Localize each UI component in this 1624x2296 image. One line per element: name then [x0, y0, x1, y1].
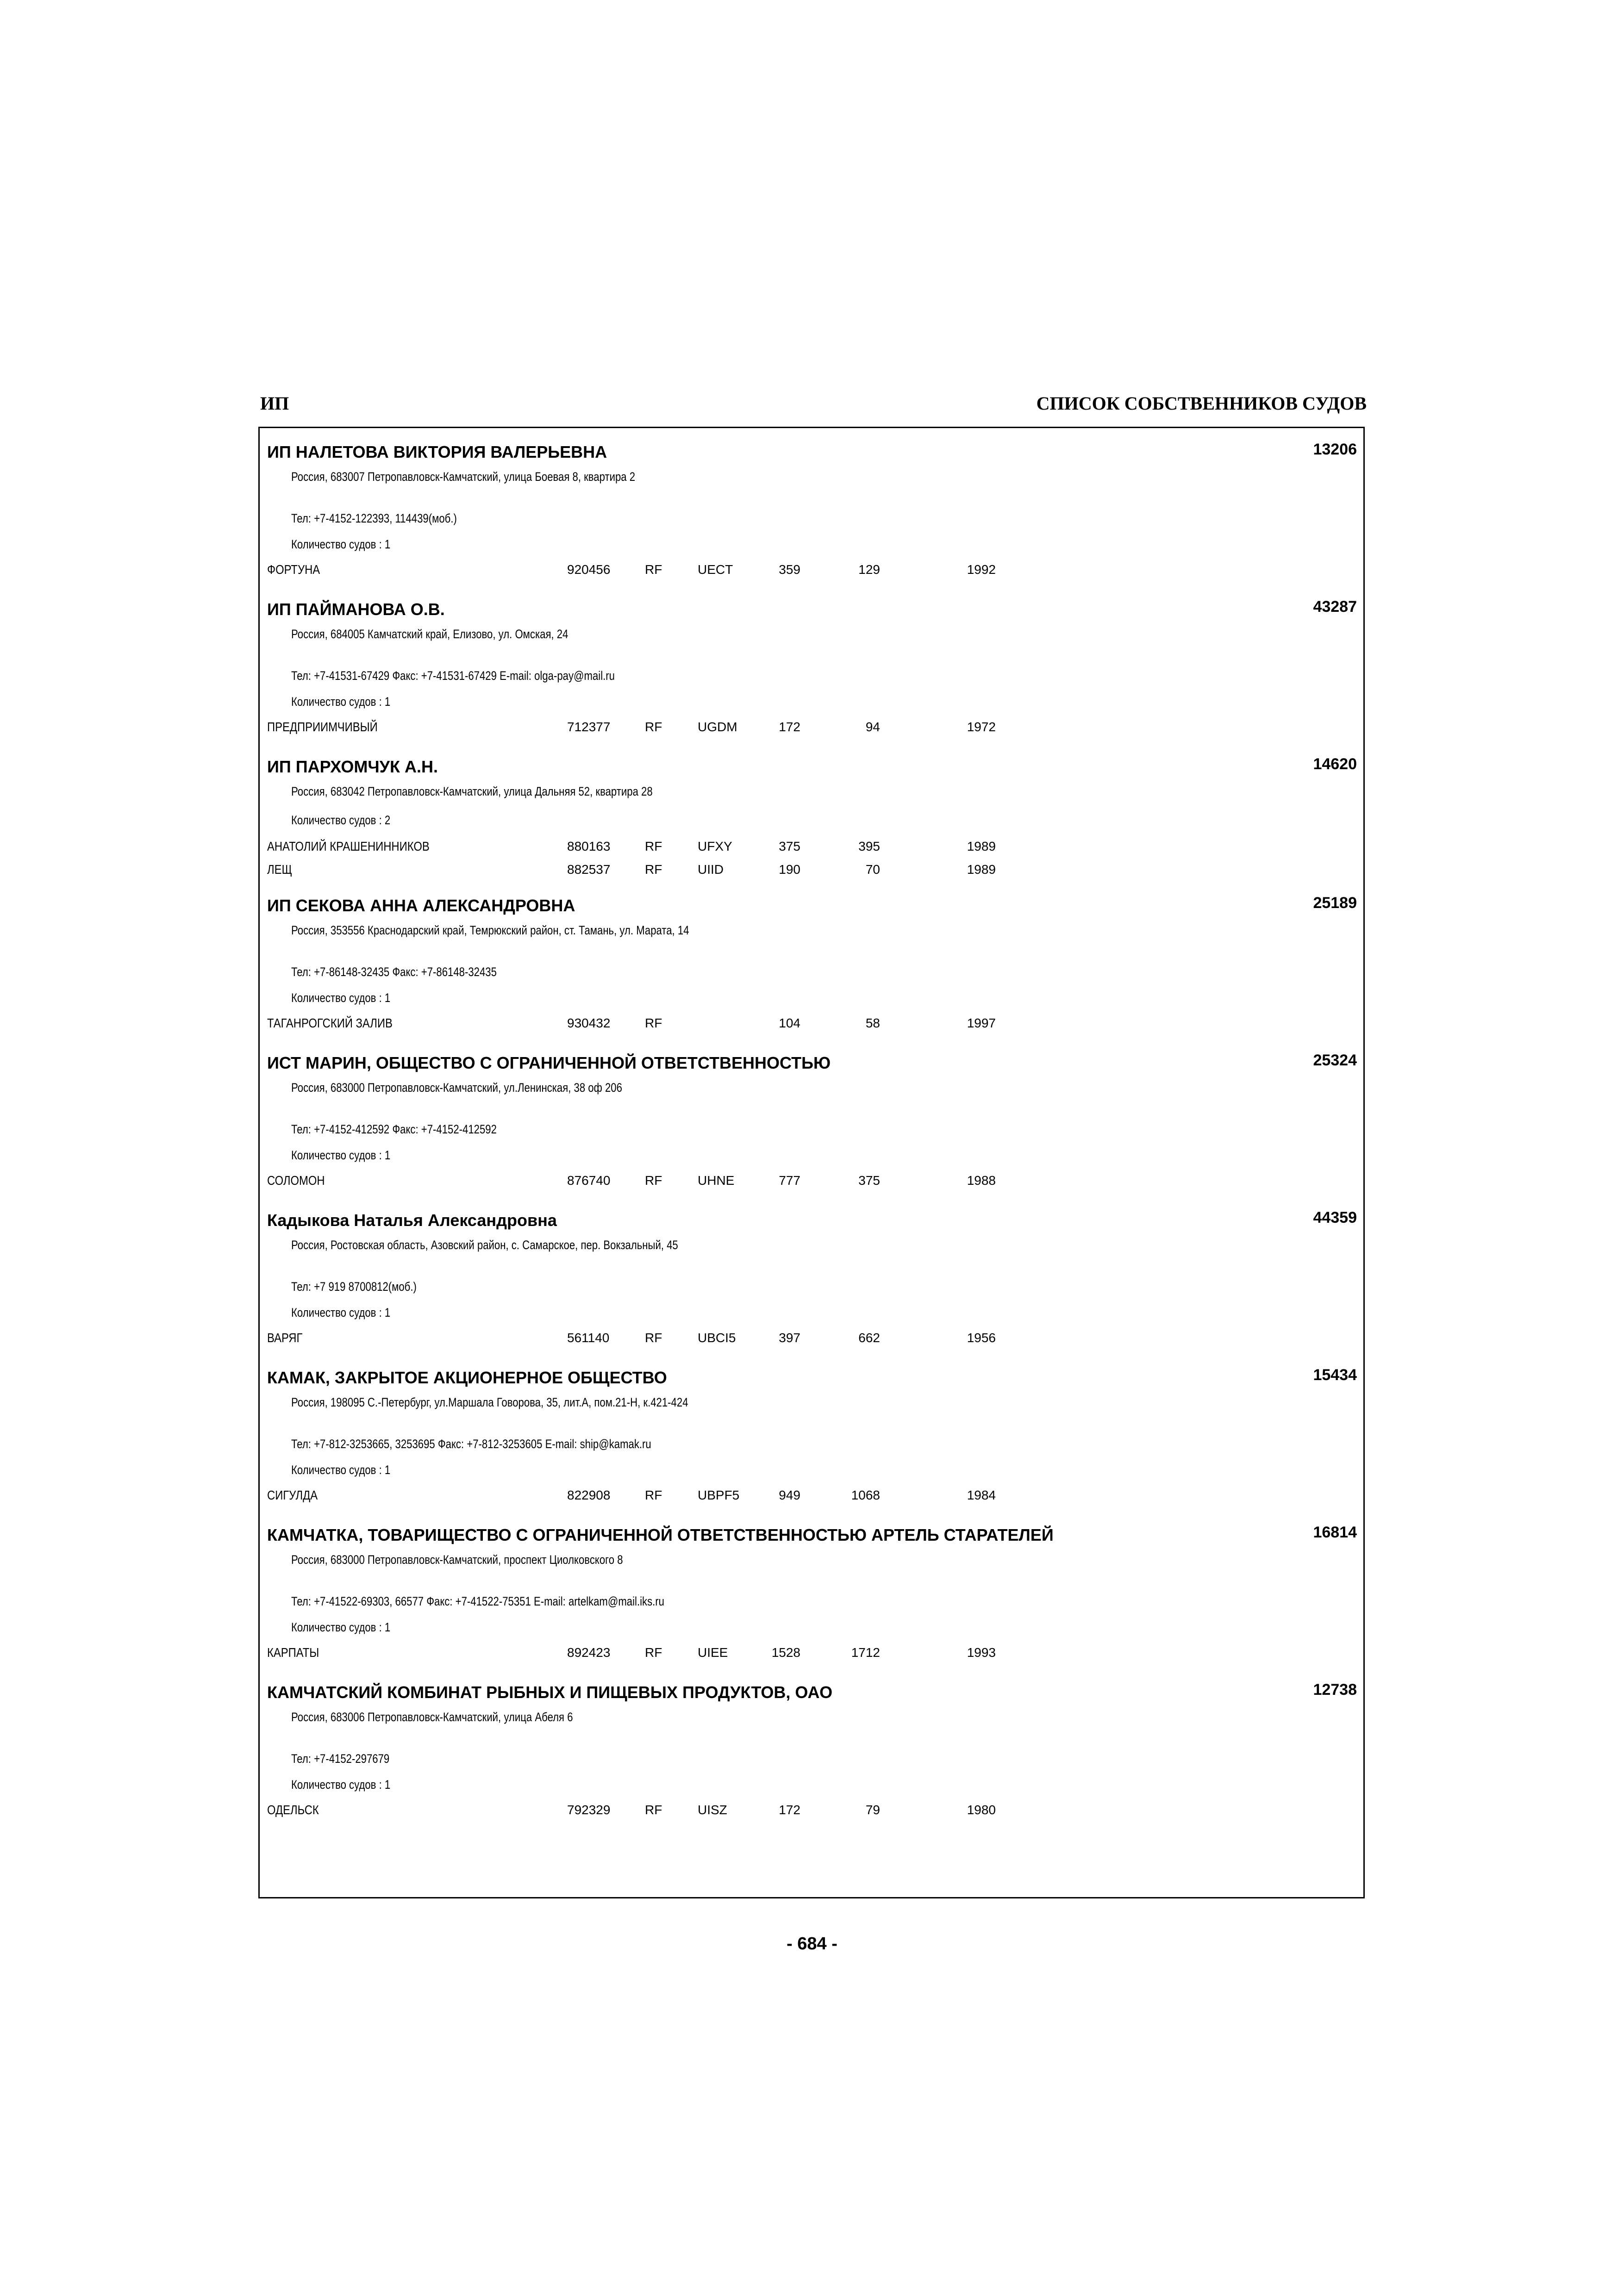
vessel-year: 1980 — [967, 1803, 996, 1817]
vessel-name: КАРПАТЫ — [267, 1645, 319, 1660]
vessel-row — [260, 838, 1363, 855]
owner-contacts: Тел: +7 919 8700812(моб.) — [291, 1280, 417, 1294]
owner-name: ИП ПАРХОМЧУК А.Н. — [267, 757, 438, 776]
owner-contacts: Тел: +7-41531-67429 Факс: +7-41531-67429 E-mail: olga-pay@mail.ru — [291, 669, 615, 683]
owner-address: Россия, 684005 Камчатский край, Елизово, ул. Омская, 24 — [291, 627, 568, 641]
vessel-number: 920456 — [567, 562, 611, 577]
vessel-year: 1989 — [967, 862, 996, 877]
vessel-row — [260, 1015, 1363, 1032]
owner-contacts: Тел: +7-4152-297679 — [291, 1752, 390, 1766]
owner-id: 13206 — [1313, 441, 1357, 458]
vessel-gross-tonnage: 777 — [779, 1173, 800, 1188]
vessel-number: 882537 — [567, 862, 611, 877]
vessel-callsign: UGDM — [698, 720, 737, 734]
vessel-count: Количество судов : 2 — [291, 813, 391, 827]
vessel-number: 930432 — [567, 1016, 611, 1030]
vessel-row — [260, 561, 1363, 578]
vessel-flag: RF — [645, 1488, 662, 1502]
owner-contacts: Тел: +7-86148-32435 Факс: +7-86148-32435 — [291, 965, 497, 979]
vessel-callsign: UISZ — [698, 1803, 727, 1817]
vessel-gross-tonnage: 172 — [779, 1803, 800, 1817]
vessel-number: 561140 — [567, 1331, 610, 1345]
vessel-row — [260, 719, 1363, 735]
owner-id: 14620 — [1313, 755, 1357, 773]
vessel-flag: RF — [645, 862, 662, 877]
vessel-net-tonnage: 58 — [865, 1016, 880, 1030]
vessel-gross-tonnage: 949 — [779, 1488, 800, 1502]
vessel-number: 876740 — [567, 1173, 611, 1188]
owner-name: КАМЧАТКА, ТОВАРИЩЕСТВО С ОГРАНИЧЕННОЙ ОТВЕТСТВЕННОСТЬЮ АРТЕЛЬ СТАРАТЕЛЕЙ — [267, 1525, 1054, 1544]
vessel-flag: RF — [645, 562, 662, 577]
owner-contacts: Тел: +7-4152-122393, 114439(моб.) — [291, 511, 457, 525]
vessel-gross-tonnage: 375 — [779, 839, 800, 853]
owner-id: 43287 — [1313, 598, 1357, 616]
owner-contacts: Тел: +7-41522-69303, 66577 Факс: +7-41522-75351 E-mail: artelkam@mail.iks.ru — [291, 1594, 664, 1608]
owner-name: ИП НАЛЕТОВА ВИКТОРИЯ ВАЛЕРЬЕВНА — [267, 442, 607, 461]
vessel-net-tonnage: 1712 — [851, 1645, 880, 1660]
vessel-row — [260, 1330, 1363, 1346]
owner-name: КАМАК, ЗАКРЫТОЕ АКЦИОНЕРНОЕ ОБЩЕСТВО — [267, 1368, 667, 1387]
vessel-gross-tonnage: 190 — [779, 862, 800, 877]
vessel-year: 1992 — [967, 562, 996, 577]
vessel-name: СОЛОМОН — [267, 1173, 325, 1188]
owner-id: 15434 — [1313, 1366, 1357, 1384]
owner-id: 25189 — [1313, 894, 1357, 912]
vessel-number: 792329 — [567, 1803, 611, 1817]
vessel-gross-tonnage: 397 — [779, 1331, 800, 1345]
vessel-row — [260, 1487, 1363, 1504]
vessel-flag: RF — [645, 1173, 662, 1188]
vessel-name: ФОРТУНА — [267, 562, 320, 577]
owner-id: 25324 — [1313, 1052, 1357, 1069]
vessel-net-tonnage: 395 — [858, 839, 880, 853]
vessel-net-tonnage: 79 — [865, 1803, 880, 1817]
owner-id: 12738 — [1313, 1681, 1357, 1699]
owner-name: КАМЧАТСКИЙ КОМБИНАТ РЫБНЫХ И ПИЩЕВЫХ ПРОДУКТОВ, ОАО — [267, 1683, 833, 1702]
vessel-flag: RF — [645, 720, 662, 734]
owner-address: Россия, Ростовская область, Азовский район, с. Самарское, пер. Вокзальный, 45 — [291, 1238, 678, 1252]
owners-list-frame — [258, 427, 1365, 1898]
owner-address: Россия, 683000 Петропавловск-Камчатский, проспект Циолковского 8 — [291, 1553, 623, 1567]
vessel-count: Количество судов : 1 — [291, 1620, 391, 1634]
vessel-callsign: UFXY — [698, 839, 732, 853]
owner-name: Кадыкова Наталья Александровна — [267, 1211, 557, 1230]
owner-name: ИСТ МАРИН, ОБЩЕСТВО С ОГРАНИЧЕННОЙ ОТВЕТСТВЕННОСТЬЮ — [267, 1053, 831, 1072]
vessel-row — [260, 1172, 1363, 1189]
vessel-count: Количество судов : 1 — [291, 1778, 391, 1792]
vessel-net-tonnage: 1068 — [851, 1488, 880, 1502]
vessel-year: 1989 — [967, 839, 996, 853]
vessel-year: 1972 — [967, 720, 996, 734]
vessel-count: Количество судов : 1 — [291, 695, 391, 709]
running-header-left: ИП — [260, 393, 289, 414]
vessel-net-tonnage: 662 — [858, 1331, 880, 1345]
owner-address: Россия, 353556 Краснодарский край, Темрюкский район, ст. Тамань, ул. Марата, 14 — [291, 923, 689, 937]
owner-address: Россия, 683000 Петропавловск-Камчатский, ул.Ленинская, 38 оф 206 — [291, 1081, 622, 1095]
vessel-count: Количество судов : 1 — [291, 1463, 391, 1477]
vessel-name: ВАРЯГ — [267, 1331, 303, 1345]
vessel-number: 822908 — [567, 1488, 611, 1502]
vessel-name: АНАТОЛИЙ КРАШЕНИННИКОВ — [267, 839, 430, 853]
vessel-year: 1984 — [967, 1488, 996, 1502]
owner-address: Россия, 683006 Петропавловск-Камчатский, улица Абеля 6 — [291, 1710, 573, 1724]
vessel-name: ОДЕЛЬСК — [267, 1803, 319, 1817]
owner-address: Россия, 683042 Петропавловск-Камчатский, улица Дальняя 52, квартира 28 — [291, 784, 653, 798]
vessel-callsign: UBPF5 — [698, 1488, 740, 1502]
page-number: - 684 - — [787, 1934, 837, 1954]
vessel-net-tonnage: 94 — [865, 720, 880, 734]
vessel-flag: RF — [645, 1016, 662, 1030]
owner-address: Россия, 683007 Петропавловск-Камчатский, улица Боевая 8, квартира 2 — [291, 470, 636, 484]
vessel-name: ТАГАНРОГСКИЙ ЗАЛИВ — [267, 1016, 393, 1030]
vessel-name: СИГУЛДА — [267, 1488, 318, 1502]
vessel-net-tonnage: 375 — [858, 1173, 880, 1188]
vessel-row — [260, 1802, 1363, 1818]
vessel-flag: RF — [645, 1331, 662, 1345]
vessel-gross-tonnage: 359 — [779, 562, 800, 577]
vessel-year: 1997 — [967, 1016, 996, 1030]
vessel-callsign: UBCI5 — [698, 1331, 736, 1345]
vessel-net-tonnage: 70 — [865, 862, 880, 877]
vessel-flag: RF — [645, 1803, 662, 1817]
owner-name: ИП СЕКОВА АННА АЛЕКСАНДРОВНА — [267, 896, 575, 915]
vessel-name: ЛЕЩ — [267, 862, 292, 877]
owner-contacts: Тел: +7-4152-412592 Факс: +7-4152-412592 — [291, 1122, 497, 1136]
owner-id: 16814 — [1313, 1524, 1357, 1541]
vessel-flag: RF — [645, 839, 662, 853]
vessel-callsign: UECT — [698, 562, 733, 577]
vessel-callsign: UHNE — [698, 1173, 735, 1188]
vessel-number: 712377 — [567, 720, 611, 734]
vessel-number: 892423 — [567, 1645, 611, 1660]
vessel-row — [260, 1644, 1363, 1661]
vessel-year: 1988 — [967, 1173, 996, 1188]
vessel-callsign: UIID — [698, 862, 724, 877]
vessel-name: ПРЕДПРИИМЧИВЫЙ — [267, 720, 378, 734]
vessel-count: Количество судов : 1 — [291, 991, 391, 1005]
vessel-gross-tonnage: 172 — [779, 720, 800, 734]
owner-address: Россия, 198095 С.-Петербург, ул.Маршала Говорова, 35, лит.А, пом.21-Н, к.421-424 — [291, 1395, 688, 1409]
running-header-right: СПИСОК СОБСТВЕННИКОВ СУДОВ — [1036, 393, 1367, 414]
vessel-number: 880163 — [567, 839, 611, 853]
vessel-gross-tonnage: 1528 — [771, 1645, 800, 1660]
vessel-count: Количество судов : 1 — [291, 1148, 391, 1162]
vessel-count: Количество судов : 1 — [291, 537, 391, 551]
owner-name: ИП ПАЙМАНОВА О.В. — [267, 600, 445, 619]
vessel-row — [260, 861, 1363, 878]
vessel-flag: RF — [645, 1645, 662, 1660]
vessel-year: 1993 — [967, 1645, 996, 1660]
owner-id: 44359 — [1313, 1209, 1357, 1226]
vessel-gross-tonnage: 104 — [779, 1016, 800, 1030]
vessel-callsign: UIEE — [698, 1645, 728, 1660]
owner-contacts: Тел: +7-812-3253665, 3253695 Факс: +7-812-3253605 E-mail: ship@kamak.ru — [291, 1437, 651, 1451]
vessel-net-tonnage: 129 — [858, 562, 880, 577]
vessel-year: 1956 — [967, 1331, 996, 1345]
vessel-count: Количество судов : 1 — [291, 1306, 391, 1319]
